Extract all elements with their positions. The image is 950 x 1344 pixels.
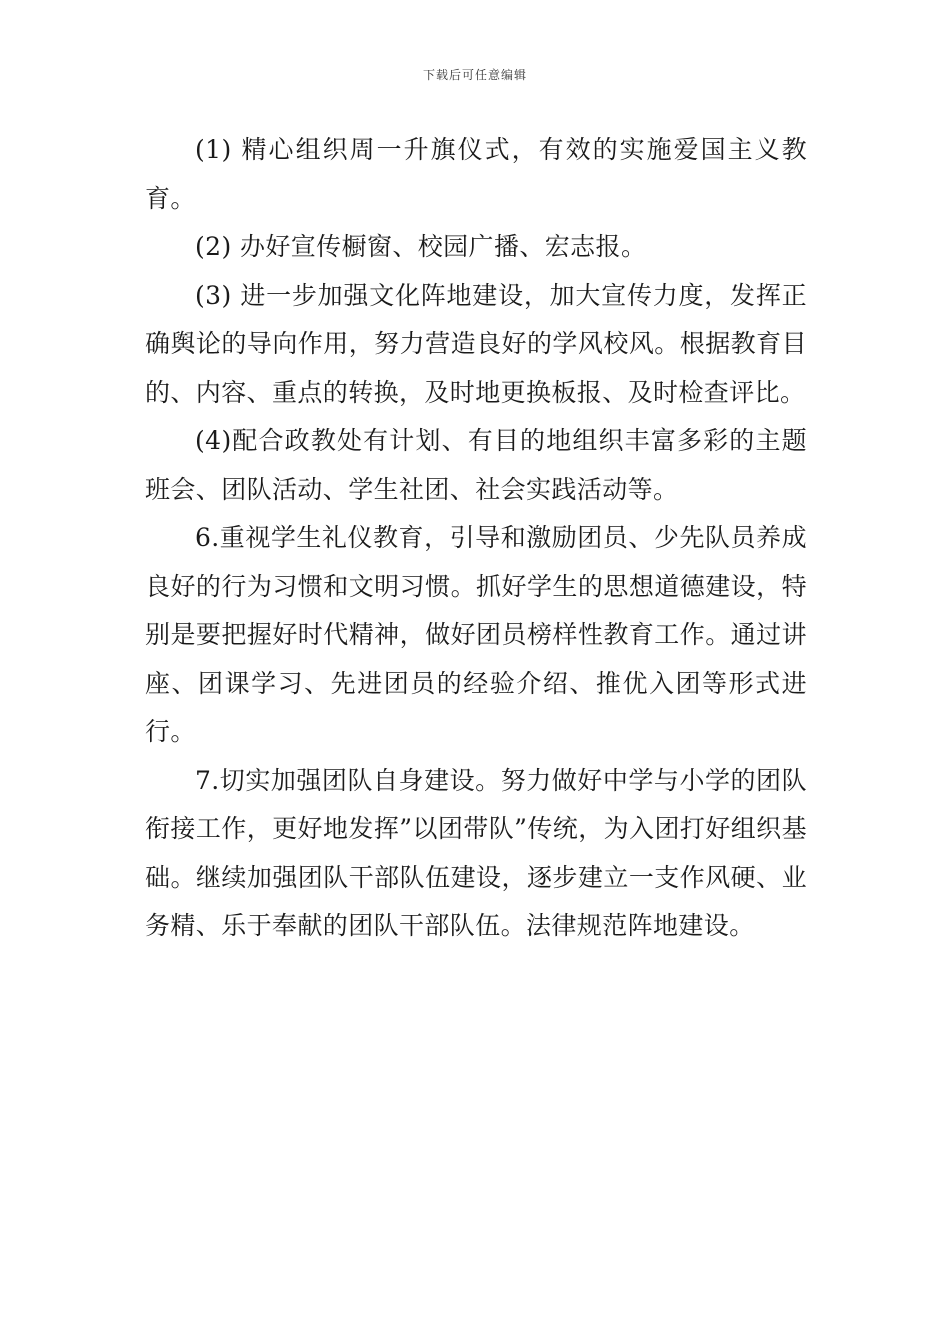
paragraph-culture-position: (3) 进一步加强文化阵地建设，加大宣传力度，发挥正确舆论的导向作用，努力营造良好的学风校风。根据教育目的、内容、重点的转换，及时地更换板报、及时检查评比。 xyxy=(145,280,807,407)
document-body xyxy=(145,126,807,951)
paragraph-class-meetings: (4)配合政教处有计划、有目的地组织丰富多彩的主题班会、团队活动、学生社团、社会实践活动等。 xyxy=(145,426,807,504)
paragraph-publicity: (2) 办好宣传橱窗、校园广播、宏志报。 xyxy=(195,232,647,261)
paragraph-flag-ceremony: (1) 精心组织周一升旗仪式，有效的实施爱国主义教育。 xyxy=(145,135,807,213)
paragraph-team-building: 7.切实加强团队自身建设。努力做好中学与小学的团队衔接工作，更好地发挥”以团带队”传统，为入团打好组织基础。继续加强团队干部队伍建设，逐步建立一支作风硬、业务精、乐于奉献的团队干部队伍。法律规范阵地建设。 xyxy=(145,765,807,940)
paragraph-etiquette-education: 6.重视学生礼仪教育，引导和激励团员、少先队员养成良好的行为习惯和文明习惯。抓好学生的思想道德建设，特别是要把握好时代精神，做好团员榜样性教育工作。通过讲座、团课学习、先进团员的经验介绍、推优入团等形式进行。 xyxy=(145,523,807,746)
page-header: 下载后可任意编辑 xyxy=(422,68,527,82)
